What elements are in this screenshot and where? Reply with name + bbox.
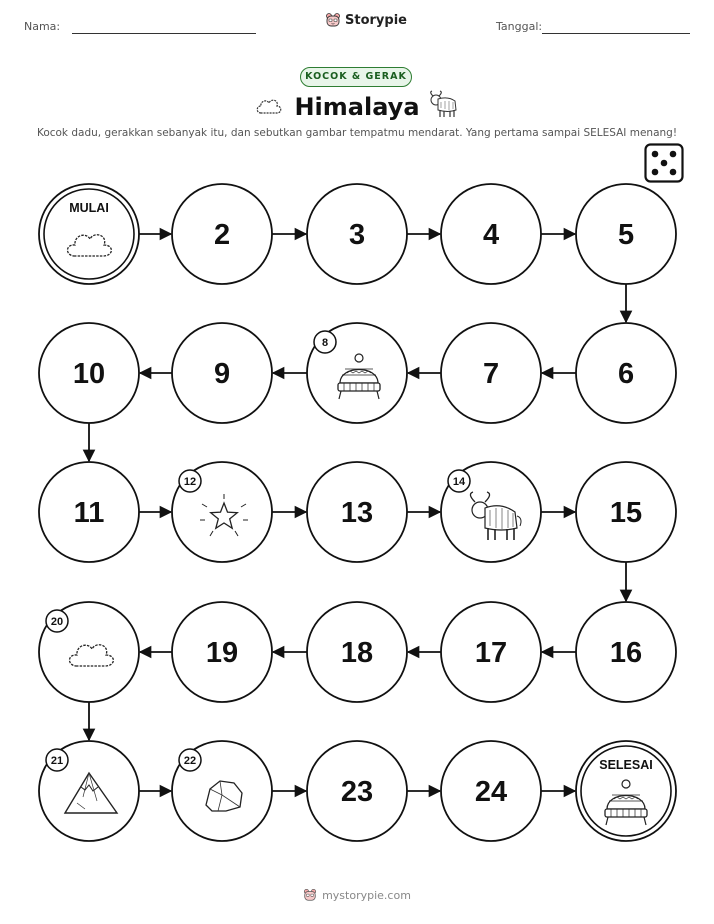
- name-label: Nama:: [24, 20, 61, 33]
- board-space-22: [172, 741, 272, 841]
- space-number: 5: [617, 219, 635, 251]
- space-number-badge: [46, 749, 68, 771]
- space-number-badge: [448, 470, 470, 492]
- board-space-10: [39, 323, 139, 423]
- page-title: Himalaya: [294, 93, 420, 121]
- space-number: 8: [321, 337, 329, 349]
- space-number: 23: [340, 776, 374, 808]
- board-space-23: [307, 741, 407, 841]
- category-badge: KOCOK & GERAK: [300, 67, 412, 87]
- space-number: 9: [213, 358, 231, 390]
- board-space-14: [441, 462, 541, 562]
- space-number: 7: [482, 358, 500, 390]
- space-number: 16: [609, 637, 643, 669]
- board-space-4: [441, 184, 541, 284]
- board-space-19: [172, 602, 272, 702]
- space-number: 21: [50, 755, 64, 767]
- space-number-badge: [179, 470, 201, 492]
- space-circle: [576, 741, 676, 841]
- board-space-12: [172, 462, 272, 562]
- space-word: SELESAI: [599, 758, 653, 772]
- board-space-17: [441, 602, 541, 702]
- space-number-badge: [46, 610, 68, 632]
- board-space-6: [576, 323, 676, 423]
- space-number: 3: [348, 219, 366, 251]
- footer: [0, 888, 714, 902]
- footer-mascot-icon: [303, 888, 317, 902]
- space-number: 19: [205, 637, 239, 669]
- board-space-11: [39, 462, 139, 562]
- board-space-5: [576, 184, 676, 284]
- space-word: MULAI: [69, 201, 109, 215]
- board-space-16: [576, 602, 676, 702]
- board-space-8: [307, 323, 407, 423]
- board-space-20: [39, 602, 139, 702]
- space-number: 17: [474, 637, 508, 669]
- board-space-13: [307, 462, 407, 562]
- space-number: 10: [72, 358, 106, 390]
- board-space-9: [172, 323, 272, 423]
- finish-space: [576, 741, 676, 841]
- footer-url: mystorypie.com: [322, 888, 411, 902]
- space-number: 15: [609, 497, 643, 529]
- board-space-3: [307, 184, 407, 284]
- space-number: 24: [474, 776, 508, 808]
- space-number: 18: [340, 637, 374, 669]
- space-number: 12: [183, 476, 197, 488]
- space-number-badge: [179, 749, 201, 771]
- board-space-18: [307, 602, 407, 702]
- instructions: Kocok dadu, gerakkan sebanyak itu, dan sebutkan gambar tempatmu mendarat. Yang pertama sampai SELESAI menang!: [36, 127, 678, 139]
- space-number: 4: [482, 219, 500, 251]
- space-number: 20: [50, 616, 64, 628]
- space-number: 14: [452, 476, 466, 488]
- date-label: Tanggal:: [496, 20, 543, 33]
- board-space-7: [441, 323, 541, 423]
- board-space-21: [39, 741, 139, 841]
- brand-name: Storypie: [345, 12, 407, 28]
- space-circle: [39, 184, 139, 284]
- board-space-15: [576, 462, 676, 562]
- space-number: 2: [213, 219, 231, 251]
- board-space-2: [172, 184, 272, 284]
- space-number: 11: [73, 497, 105, 529]
- space-number-badge: [314, 331, 336, 353]
- space-number: 13: [340, 497, 374, 529]
- board-space-24: [441, 741, 541, 841]
- space-number: 22: [183, 755, 197, 767]
- start-space: [39, 184, 139, 284]
- space-number: 6: [617, 358, 635, 390]
